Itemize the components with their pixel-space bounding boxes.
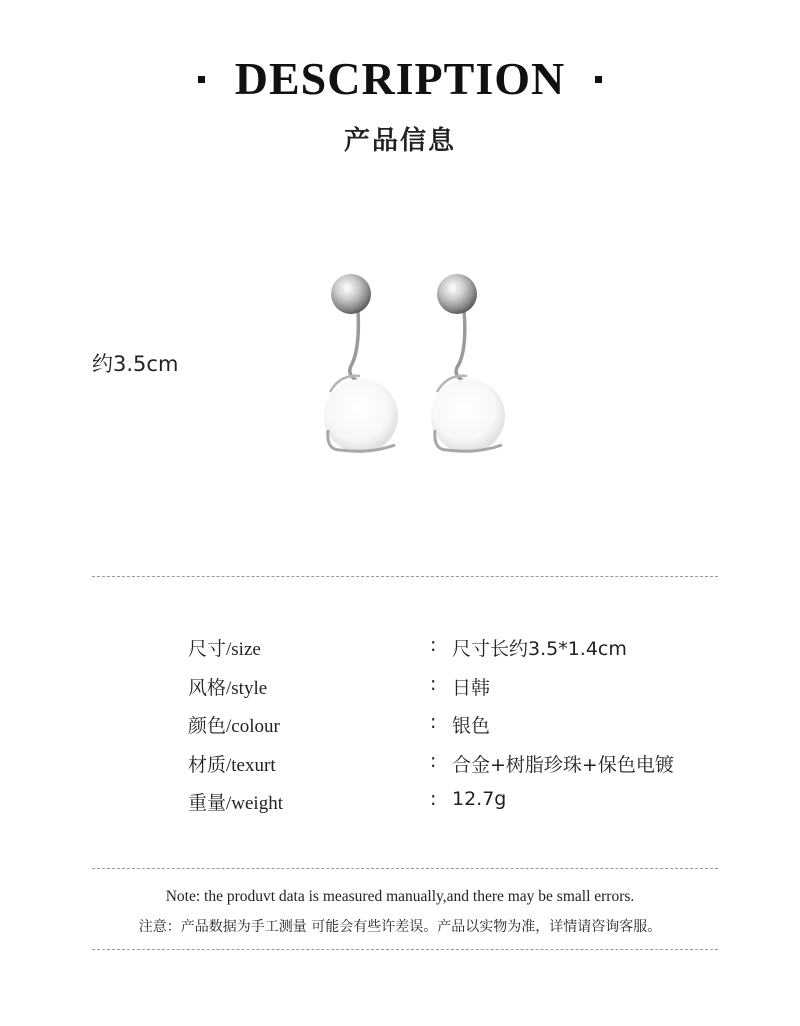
note-chinese: 注意：产品数据为手工测量 可能会有些许差误。产品以实物为准，详情请咨询客服。 xyxy=(138,919,662,935)
pearl-drop-earrings-icon xyxy=(310,262,530,472)
spec-value: 日韩 xyxy=(452,677,491,699)
spec-row-colour xyxy=(188,711,708,741)
spec-row-size xyxy=(188,634,708,664)
page-subtitle: 产品信息 xyxy=(343,126,456,156)
spec-label: 材质/texurt xyxy=(188,755,276,776)
spec-label: 重量/weight xyxy=(188,793,283,814)
spec-colon: : xyxy=(430,634,437,656)
spec-value: 银色 xyxy=(452,715,491,737)
spec-label: 风格/style xyxy=(188,678,268,699)
spec-value: 尺寸长约3.5*1.4cm xyxy=(452,638,627,660)
bullet-dot-icon xyxy=(198,76,205,83)
spec-colon: : xyxy=(430,673,437,695)
spec-row-style xyxy=(188,673,708,703)
note-english: Note: the produvt data is measured manually,and there may be small errors. xyxy=(165,888,635,905)
divider-bottom xyxy=(92,949,718,950)
divider-top xyxy=(92,576,718,577)
left-earring xyxy=(324,274,398,453)
right-earring xyxy=(431,274,505,453)
size-note: 约3.5cm xyxy=(92,352,179,376)
title-text: DESCRIPTION xyxy=(234,53,566,104)
spec-colon: : xyxy=(430,711,437,733)
spec-row-material xyxy=(188,750,708,780)
spec-row-weight xyxy=(188,788,708,818)
page-title xyxy=(0,52,800,105)
spec-label: 尺寸/size xyxy=(188,639,261,660)
spec-value: 12.7g xyxy=(452,788,507,810)
bullet-dot-icon xyxy=(595,76,602,83)
spec-value: 合金+树脂珍珠+保色电镀 xyxy=(452,754,674,776)
spec-label: 颜色/colour xyxy=(188,716,280,737)
spec-colon: : xyxy=(430,750,437,772)
divider-middle xyxy=(92,868,718,869)
spec-colon: : xyxy=(430,788,437,810)
